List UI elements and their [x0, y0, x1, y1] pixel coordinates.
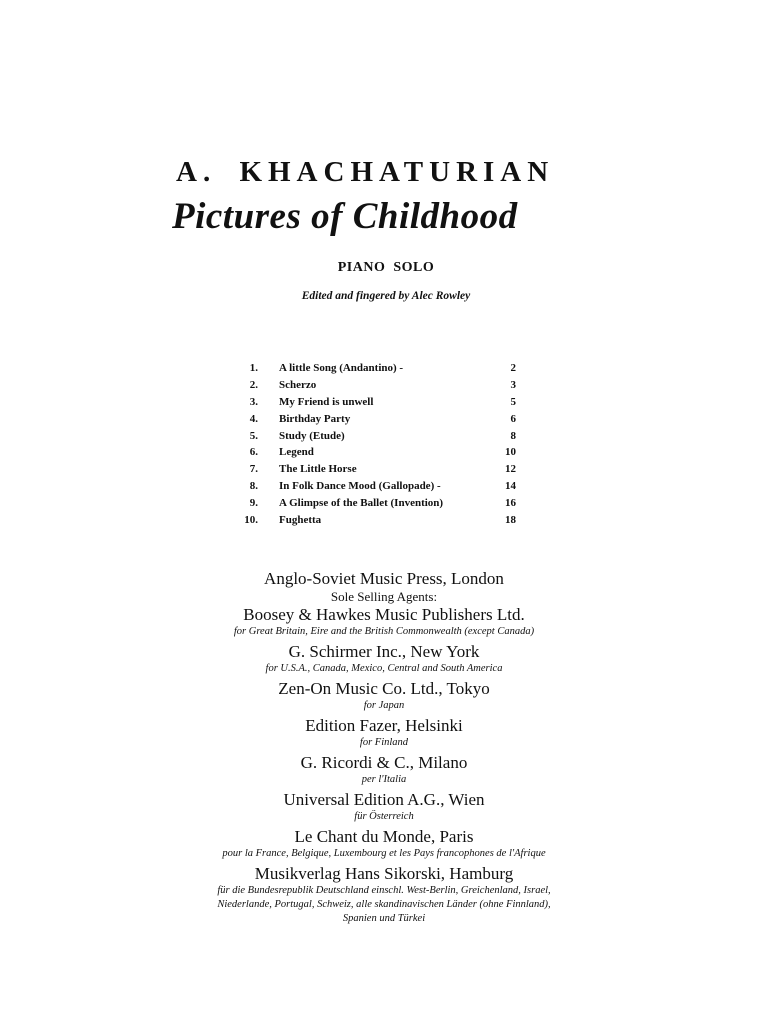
territory-note: für Österreich: [354, 811, 414, 822]
toc-number: 5.: [249, 429, 258, 442]
toc-page: 12: [505, 463, 516, 476]
toc-title: A Glimpse of the Ballet (Invention): [279, 497, 444, 510]
work-title: Pictures of Childhood: [172, 196, 518, 237]
toc-number: 6.: [249, 446, 258, 459]
toc-number: 7.: [249, 463, 258, 476]
toc-title: A little Song (Andantino) -: [279, 362, 404, 374]
publisher-schirmer: G. Schirmer Inc., New York: [288, 642, 480, 661]
publisher-chant: Le Chant du Monde, Paris: [294, 827, 474, 846]
editor-credit: Edited and fingered by Alec Rowley: [301, 290, 471, 302]
publisher-main: Anglo-Soviet Music Press, London: [264, 569, 504, 588]
toc-page: 16: [505, 497, 516, 510]
toc-row: [240, 444, 530, 461]
publisher-ricordi: G. Ricordi & C., Milano: [300, 753, 468, 772]
territory-note: per l'Italia: [361, 774, 407, 785]
publisher-list: [0, 569, 768, 926]
territory-note: für die Bundesrepublik Deutschland einschl. West-Berlin, Greichenland, Israel,: [217, 885, 551, 896]
toc-row: [240, 360, 530, 377]
instrumentation: PIANO SOLO: [337, 260, 435, 275]
publisher-boosey: Boosey & Hawkes Music Publishers Ltd.: [243, 605, 525, 624]
publisher-zenon: Zen-On Music Co. Ltd., Tokyo: [278, 679, 490, 698]
toc-page: 8: [510, 429, 516, 442]
territory-note: Spanien und Türkei: [342, 913, 426, 924]
territory-note: for U.S.A., Canada, Mexico, Central and South America: [265, 663, 503, 674]
territory-note: for Japan: [363, 700, 405, 711]
toc-page: 10: [505, 446, 516, 459]
toc-title: Legend: [279, 446, 314, 459]
toc-page: 2: [510, 362, 516, 374]
toc-number: 4.: [249, 412, 258, 425]
toc-number: 2.: [249, 378, 258, 391]
composer-name: A. KHACHATURIAN: [176, 156, 555, 188]
publisher-fazer: Edition Fazer, Helsinki: [305, 716, 463, 735]
toc-page: 5: [510, 395, 516, 408]
toc-row: [240, 478, 530, 495]
table-of-contents: [240, 360, 530, 529]
toc-number: 8.: [249, 480, 258, 493]
toc-title: Scherzo: [279, 378, 317, 391]
agents-label: Sole Selling Agents:: [330, 589, 438, 604]
toc-row: [240, 394, 530, 411]
toc-row: [240, 512, 530, 529]
territory-note: for Great Britain, Eire and the British Commonwealth (except Canada): [233, 626, 535, 637]
toc-row: [240, 411, 530, 428]
toc-row: [240, 428, 530, 445]
territory-note: for Finland: [359, 737, 409, 748]
toc-row: [240, 377, 530, 394]
toc-title: In Folk Dance Mood (Gallopade) -: [279, 480, 441, 493]
toc-page: 3: [510, 378, 516, 391]
toc-page: 6: [510, 412, 516, 425]
toc-title: The Little Horse: [279, 463, 357, 476]
toc-number: 9.: [249, 497, 258, 510]
toc-page: 14: [505, 480, 516, 493]
publisher-sikorski: Musikverlag Hans Sikorski, Hamburg: [254, 864, 514, 883]
toc-title: My Friend is unwell: [279, 395, 374, 408]
territory-note: pour la France, Belgique, Luxembourg et les Pays francophones de l'Afrique: [222, 848, 546, 859]
toc-row: [240, 461, 530, 478]
toc-number: 10.: [244, 514, 258, 527]
toc-title: Study (Etude): [279, 429, 345, 442]
toc-number: 3.: [249, 395, 258, 408]
publisher-universal: Universal Edition A.G., Wien: [283, 790, 485, 809]
territory-note: Niederlande, Portugal, Schweiz, alle skandinavischen Länder (ohne Finnland),: [217, 899, 551, 910]
toc-title: Birthday Party: [279, 412, 351, 425]
toc-title: Fughetta: [279, 514, 322, 527]
toc-page: 18: [505, 514, 516, 527]
toc-number: 1.: [249, 362, 258, 374]
toc-row: [240, 495, 530, 512]
